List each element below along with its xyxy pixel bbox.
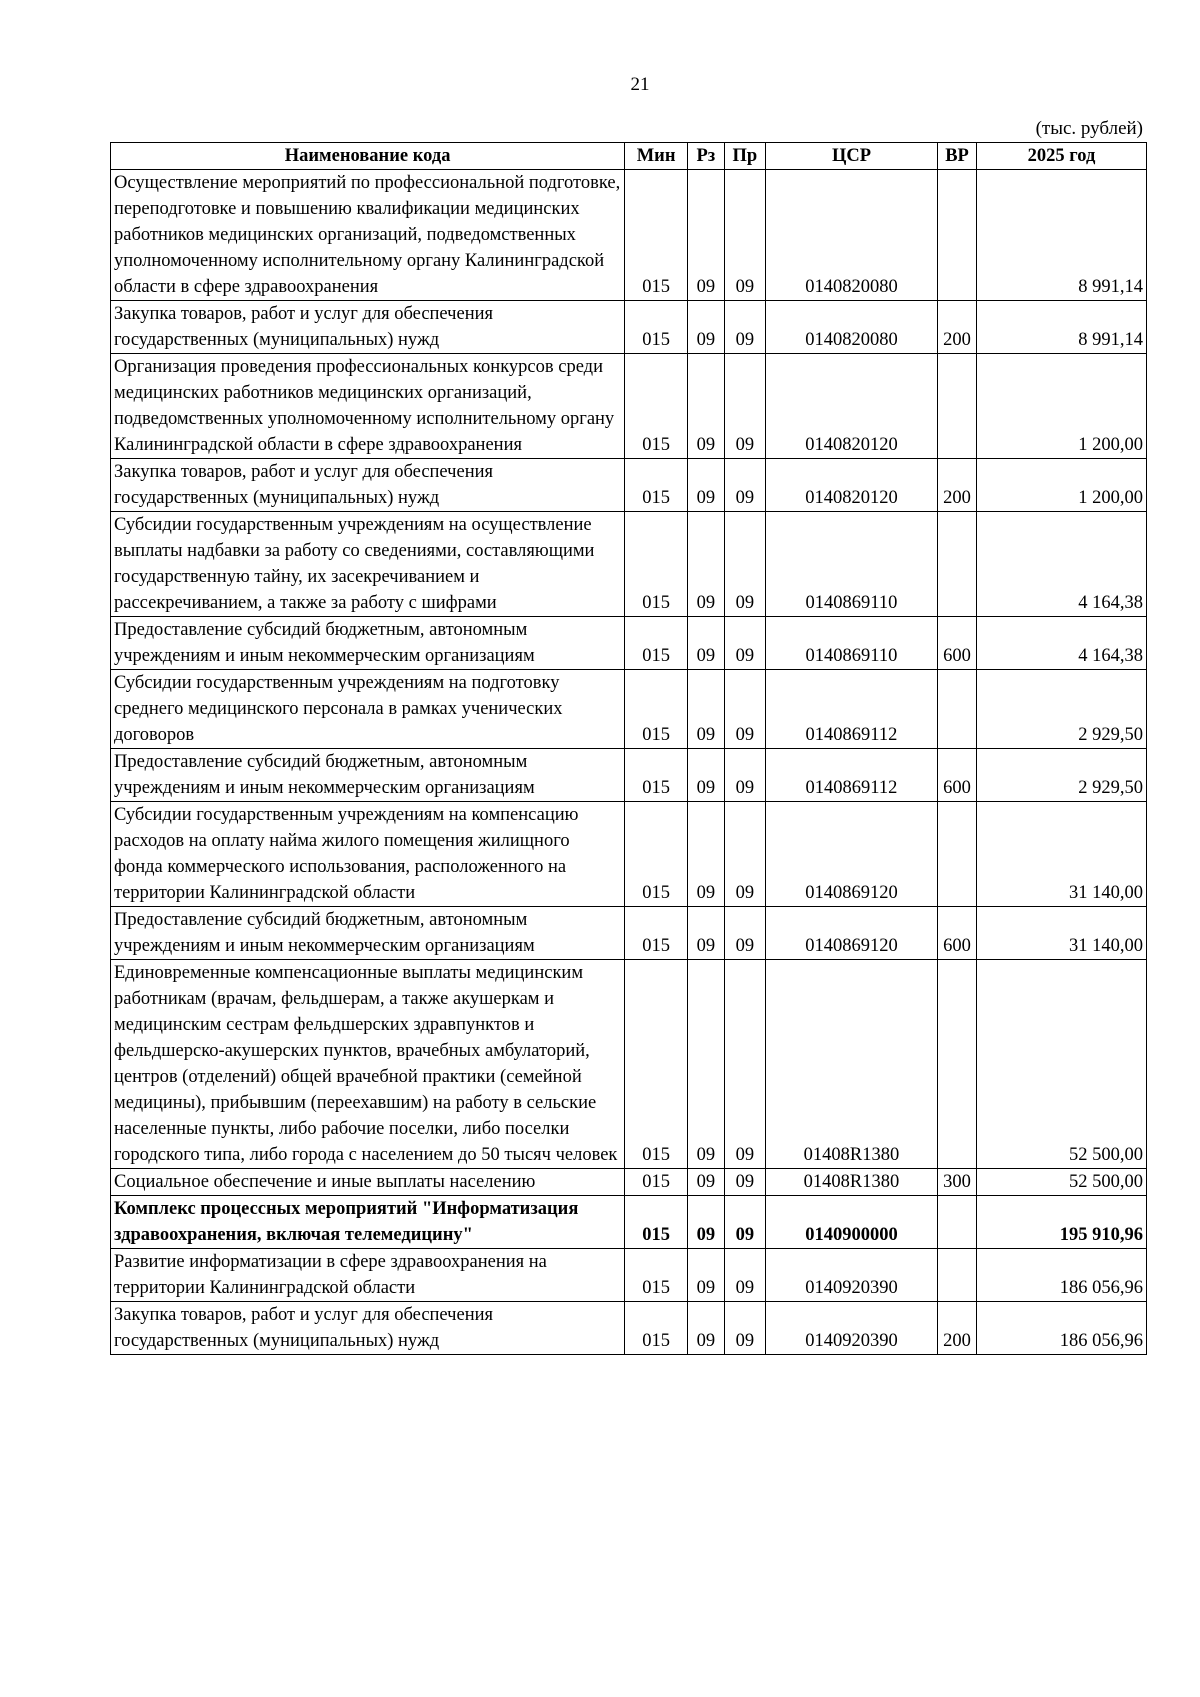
row-vr <box>938 960 977 1169</box>
row-csr: 0140820120 <box>765 459 937 512</box>
row-name: Закупка товаров, работ и услуг для обеспечения государственных (муниципальных) нужд <box>111 301 625 354</box>
row-name: Осуществление мероприятий по профессиональной подготовке, переподготовке и повышению квалификации медицинских работников медицинских организаций, подведомственных уполномоченному исполнительному органу Калининградской области в сфере здравоохранения <box>111 170 625 301</box>
row-min: 015 <box>625 617 688 670</box>
table-row <box>111 960 1147 1169</box>
row-min: 015 <box>625 960 688 1169</box>
row-name: Субсидии государственным учреждениям на подготовку среднего медицинского персонала в рамках ученических договоров <box>111 670 625 749</box>
row-vr: 600 <box>938 907 977 960</box>
row-rz: 09 <box>687 512 724 617</box>
row-amount: 195 910,96 <box>977 1196 1147 1249</box>
table-row <box>111 354 1147 459</box>
row-min: 015 <box>625 512 688 617</box>
row-min: 015 <box>625 749 688 802</box>
row-min: 015 <box>625 1169 688 1196</box>
row-min: 015 <box>625 459 688 512</box>
row-pr: 09 <box>724 802 765 907</box>
row-pr: 09 <box>724 1302 765 1355</box>
row-rz: 09 <box>687 301 724 354</box>
row-name: Предоставление субсидий бюджетным, автономным учреждениям и иным некоммерческим организациям <box>111 907 625 960</box>
row-rz: 09 <box>687 617 724 670</box>
row-amount: 1 200,00 <box>977 354 1147 459</box>
row-name: Единовременные компенсационные выплаты медицинским работникам (врачам, фельдшерам, а также акушеркам и медицинским сестрам фельдшерских здравпунктов и фельдшерско-акушерских пунктов, врачебных амбулаторий, центров (отделений) общей врачебной практики (семейной медицины), прибывшим (переехавшим) на работу в сельские населенные пункты, либо рабочие поселки, либо поселки городского типа, либо города с населением до 50 тысяч человек <box>111 960 625 1169</box>
row-min: 015 <box>625 1196 688 1249</box>
row-rz: 09 <box>687 802 724 907</box>
row-min: 015 <box>625 670 688 749</box>
row-name: Закупка товаров, работ и услуг для обеспечения государственных (муниципальных) нужд <box>111 459 625 512</box>
row-vr: 200 <box>938 459 977 512</box>
table-row <box>111 301 1147 354</box>
row-rz: 09 <box>687 1302 724 1355</box>
row-csr: 0140820120 <box>765 354 937 459</box>
row-name: Социальное обеспечение и иные выплаты населению <box>111 1169 625 1196</box>
row-amount: 52 500,00 <box>977 1169 1147 1196</box>
row-csr: 0140920390 <box>765 1302 937 1355</box>
row-pr: 09 <box>724 1196 765 1249</box>
row-rz: 09 <box>687 1169 724 1196</box>
row-csr: 0140869120 <box>765 802 937 907</box>
row-csr: 0140869110 <box>765 512 937 617</box>
row-pr: 09 <box>724 670 765 749</box>
row-name: Организация проведения профессиональных конкурсов среди медицинских работников медицинских организаций, подведомственных уполномоченному исполнительному органу Калининградской области в сфере здравоохранения <box>111 354 625 459</box>
row-vr <box>938 1249 977 1302</box>
row-vr: 300 <box>938 1169 977 1196</box>
row-name: Субсидии государственным учреждениям на осуществление выплаты надбавки за работу со сведениями, составляющими государственную тайну, их засекречиванием и рассекречиванием, а также за работу с шифрами <box>111 512 625 617</box>
table-row <box>111 512 1147 617</box>
table-row <box>111 1249 1147 1302</box>
row-csr: 0140920390 <box>765 1249 937 1302</box>
row-pr: 09 <box>724 301 765 354</box>
row-name: Предоставление субсидий бюджетным, автономным учреждениям и иным некоммерческим организациям <box>111 749 625 802</box>
row-vr: 600 <box>938 749 977 802</box>
row-amount: 186 056,96 <box>977 1249 1147 1302</box>
row-rz: 09 <box>687 670 724 749</box>
units-label: (тыс. рублей) <box>1035 118 1143 139</box>
row-amount: 2 929,50 <box>977 749 1147 802</box>
row-csr: 0140869110 <box>765 617 937 670</box>
row-min: 015 <box>625 802 688 907</box>
row-amount: 52 500,00 <box>977 960 1147 1169</box>
row-rz: 09 <box>687 960 724 1169</box>
row-csr: 0140869112 <box>765 749 937 802</box>
row-vr <box>938 354 977 459</box>
table-header-row <box>111 143 1147 170</box>
row-min: 015 <box>625 354 688 459</box>
header-name: Наименование кода <box>111 143 625 170</box>
header-csr: ЦСР <box>765 143 937 170</box>
row-csr: 0140869120 <box>765 907 937 960</box>
row-name: Развитие информатизации в сфере здравоохранения на территории Калининградской области <box>111 1249 625 1302</box>
row-vr <box>938 170 977 301</box>
row-csr: 01408R1380 <box>765 1169 937 1196</box>
row-pr: 09 <box>724 1249 765 1302</box>
row-pr: 09 <box>724 354 765 459</box>
row-pr: 09 <box>724 617 765 670</box>
row-vr <box>938 512 977 617</box>
row-rz: 09 <box>687 170 724 301</box>
table-row <box>111 1196 1147 1249</box>
row-amount: 8 991,14 <box>977 170 1147 301</box>
row-vr: 600 <box>938 617 977 670</box>
row-amount: 4 164,38 <box>977 617 1147 670</box>
row-csr: 0140820080 <box>765 170 937 301</box>
row-pr: 09 <box>724 1169 765 1196</box>
table-row <box>111 749 1147 802</box>
row-pr: 09 <box>724 170 765 301</box>
row-min: 015 <box>625 1302 688 1355</box>
row-vr <box>938 670 977 749</box>
row-amount: 4 164,38 <box>977 512 1147 617</box>
row-pr: 09 <box>724 907 765 960</box>
header-vr: ВР <box>938 143 977 170</box>
row-vr <box>938 1196 977 1249</box>
row-name: Комплекс процессных мероприятий "Информатизация здравоохранения, включая телемедицину" <box>111 1196 625 1249</box>
row-min: 015 <box>625 301 688 354</box>
budget-table <box>110 142 1147 1355</box>
row-csr: 0140820080 <box>765 301 937 354</box>
row-name: Закупка товаров, работ и услуг для обеспечения государственных (муниципальных) нужд <box>111 1302 625 1355</box>
header-pr: Пр <box>724 143 765 170</box>
row-vr: 200 <box>938 1302 977 1355</box>
header-year: 2025 год <box>977 143 1147 170</box>
row-amount: 1 200,00 <box>977 459 1147 512</box>
table-row <box>111 459 1147 512</box>
table-row <box>111 170 1147 301</box>
table-row <box>111 1169 1147 1196</box>
table-row <box>111 617 1147 670</box>
row-amount: 31 140,00 <box>977 907 1147 960</box>
row-pr: 09 <box>724 459 765 512</box>
row-min: 015 <box>625 907 688 960</box>
row-pr: 09 <box>724 960 765 1169</box>
row-name: Предоставление субсидий бюджетным, автономным учреждениям и иным некоммерческим организациям <box>111 617 625 670</box>
table-row <box>111 1302 1147 1355</box>
page-number: 21 <box>630 74 650 95</box>
row-rz: 09 <box>687 1196 724 1249</box>
row-name: Субсидии государственным учреждениям на компенсацию расходов на оплату найма жилого помещения жилищного фонда коммерческого использования, расположенного на территории Калининградской области <box>111 802 625 907</box>
table-row <box>111 802 1147 907</box>
row-pr: 09 <box>724 512 765 617</box>
row-csr: 0140869112 <box>765 670 937 749</box>
row-amount: 31 140,00 <box>977 802 1147 907</box>
row-min: 015 <box>625 1249 688 1302</box>
row-csr: 0140900000 <box>765 1196 937 1249</box>
row-csr: 01408R1380 <box>765 960 937 1169</box>
row-vr <box>938 802 977 907</box>
header-rz: Рз <box>687 143 724 170</box>
row-pr: 09 <box>724 749 765 802</box>
row-vr: 200 <box>938 301 977 354</box>
row-min: 015 <box>625 170 688 301</box>
row-rz: 09 <box>687 459 724 512</box>
row-rz: 09 <box>687 354 724 459</box>
table-row <box>111 907 1147 960</box>
row-amount: 2 929,50 <box>977 670 1147 749</box>
table-row <box>111 670 1147 749</box>
row-rz: 09 <box>687 749 724 802</box>
header-min: Мин <box>625 143 688 170</box>
row-amount: 186 056,96 <box>977 1302 1147 1355</box>
row-rz: 09 <box>687 1249 724 1302</box>
row-amount: 8 991,14 <box>977 301 1147 354</box>
row-rz: 09 <box>687 907 724 960</box>
